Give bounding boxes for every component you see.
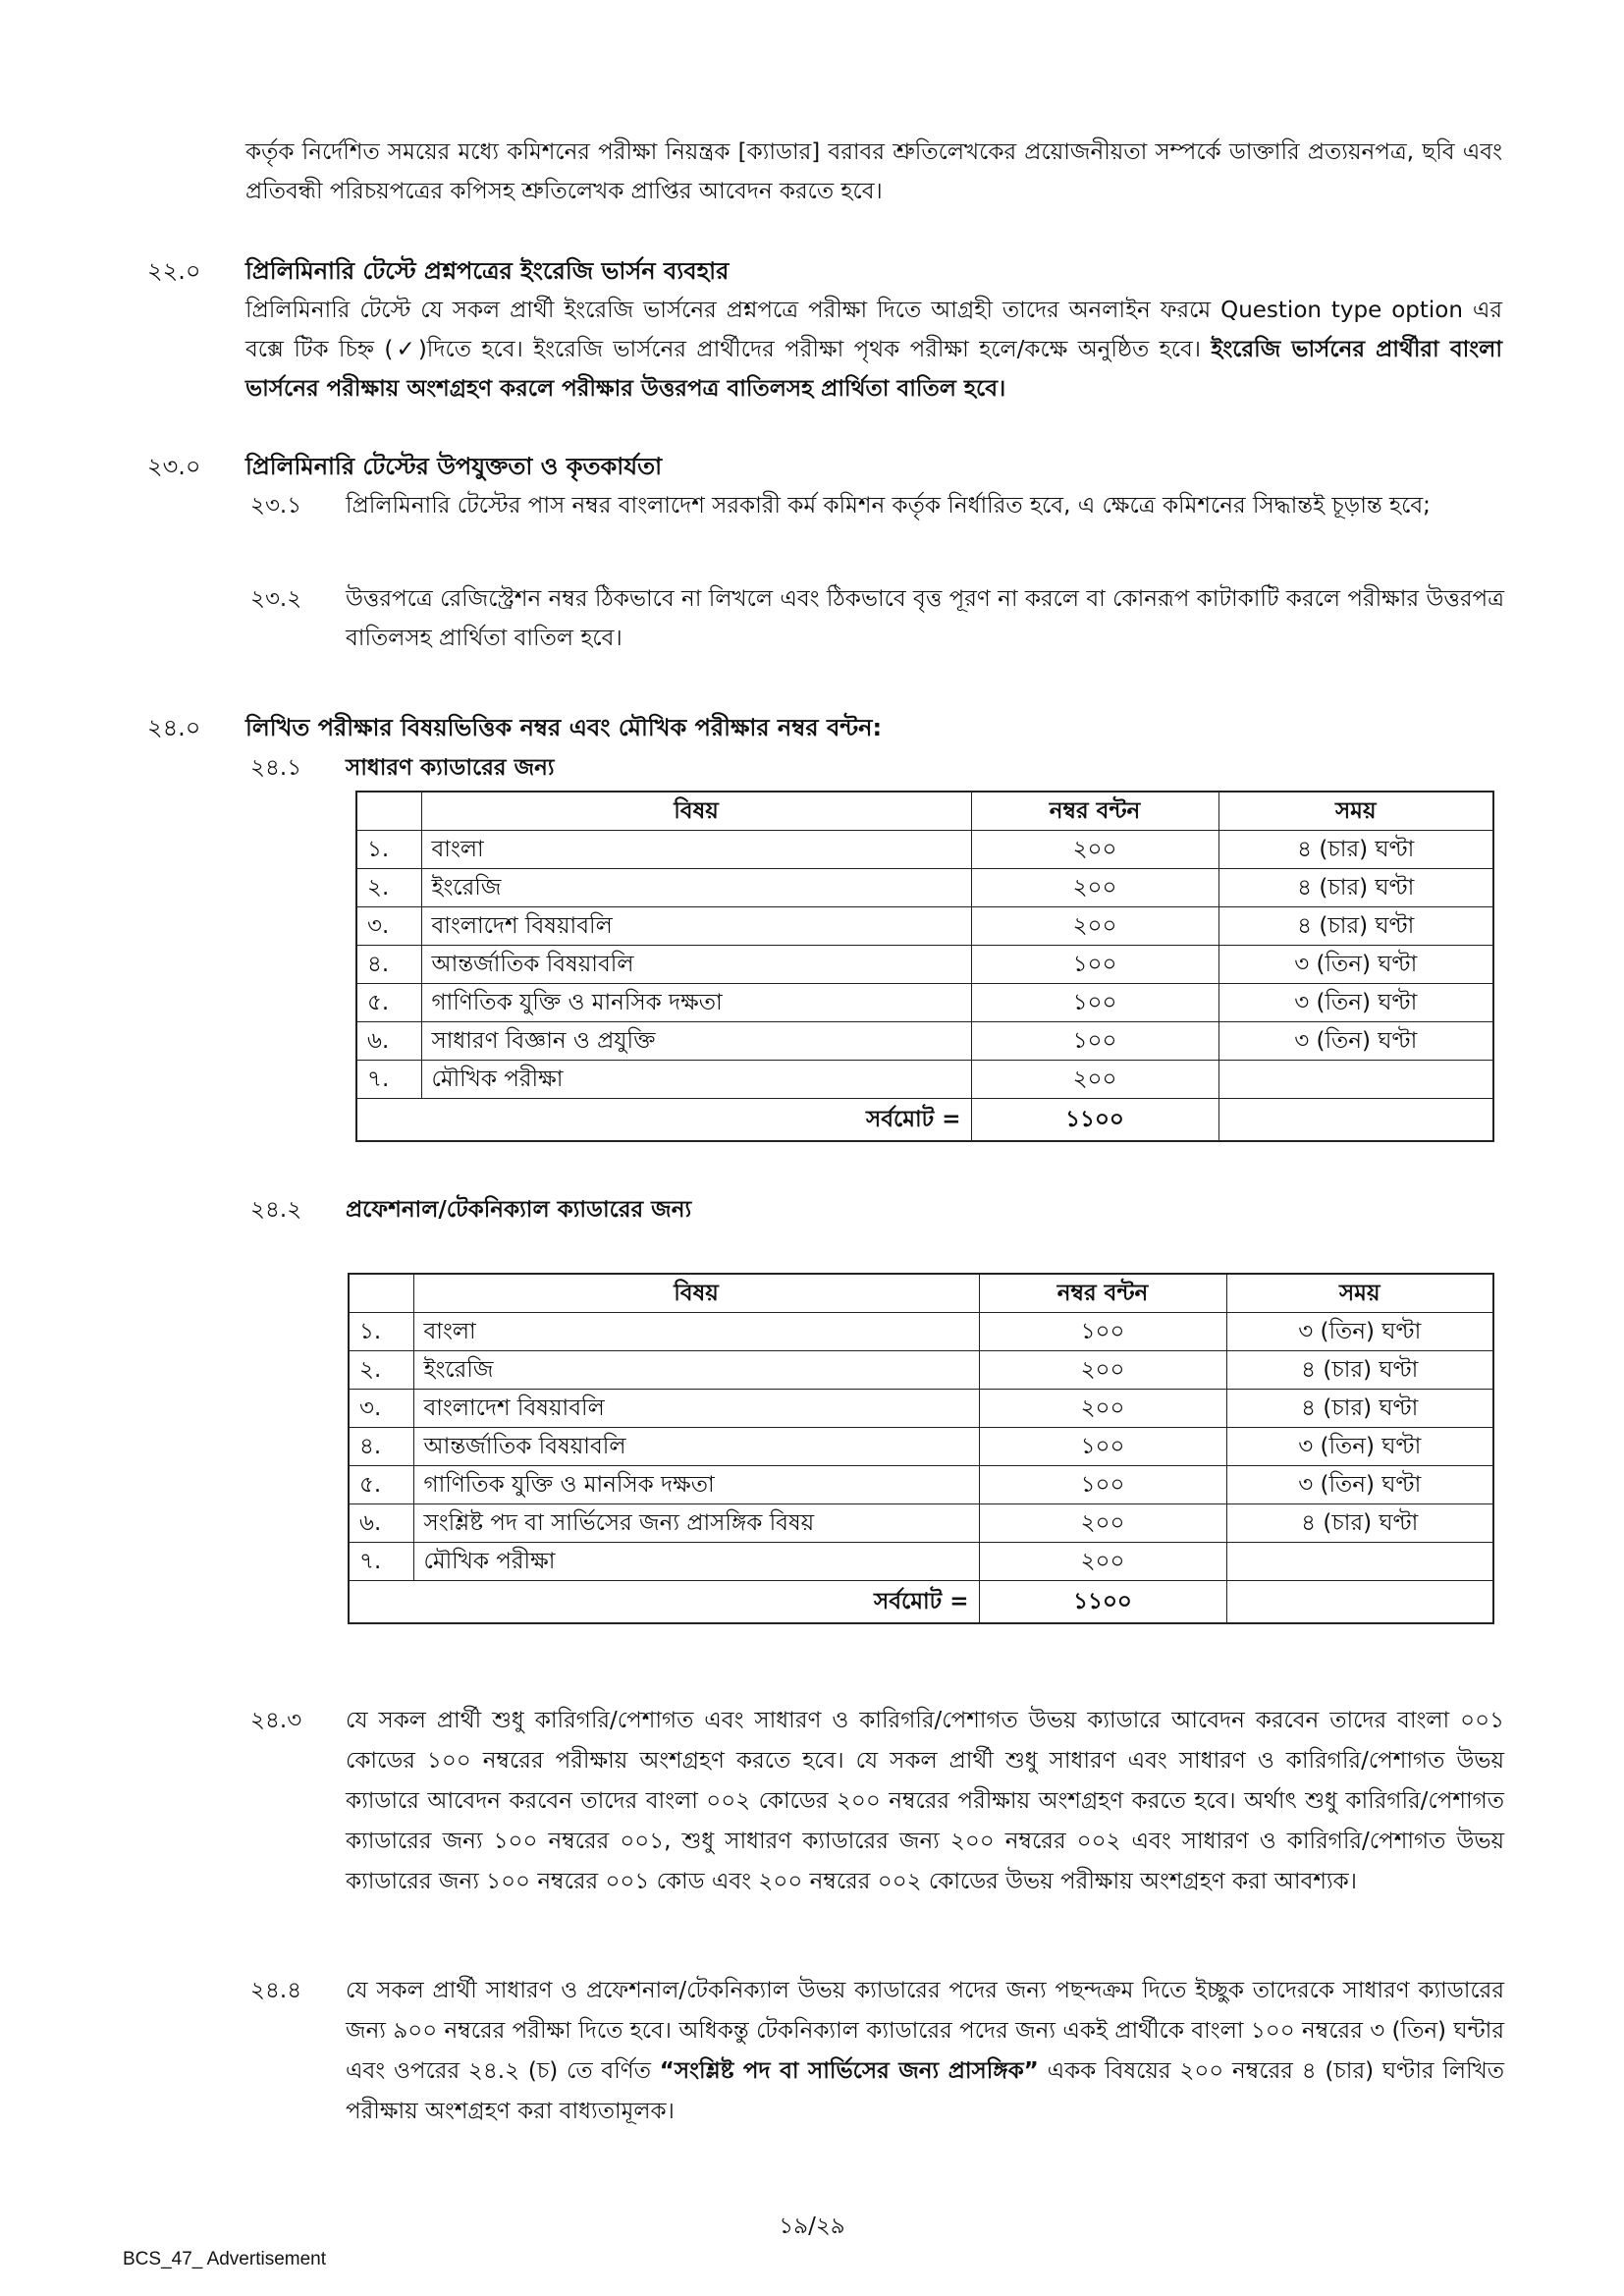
subject-cell: বাংলা xyxy=(413,1313,979,1351)
time-cell: ৩ (তিন) ঘণ্টা xyxy=(1218,984,1493,1022)
page-number: ১৯/২৯ xyxy=(779,2214,845,2239)
table-header-row xyxy=(356,792,1493,831)
time-cell: ৩ (তিন) ঘণ্টা xyxy=(1218,1022,1493,1061)
row-number: ৫. xyxy=(356,984,421,1022)
time-cell: ৪ (চার) ঘণ্টা xyxy=(1218,831,1493,869)
row-number: ৭. xyxy=(349,1543,413,1581)
time-cell: ৪ (চার) ঘণ্টা xyxy=(1218,869,1493,907)
subject-cell: আন্তর্জাতিক বিষয়াবলি xyxy=(413,1428,979,1466)
intro-paragraph: কর্তৃক নির্দেশিত সময়ের মধ্যে কমিশনের পরীক্ষা নিয়ন্ত্রক [ক্যাডার] বরাবর শ্রুতিলেখকের প্রয়োজনীয়তা সম্পর্কে ডাক্তারি প্রত্যয়নপত্র, ছবি এবং প্রতিবন্ধী পরিচয়পত্রের কপিসহ শ্রুতিলেখক প্রাপ্তির আবেদন করতে হবে। xyxy=(245,139,1502,204)
subject-cell: সংশ্লিষ্ট পদ বা সার্ভিসের জন্য প্রাসঙ্গিক বিষয় xyxy=(413,1504,979,1543)
subject-cell: ইংরেজি xyxy=(413,1351,979,1390)
table-row xyxy=(349,1543,1493,1581)
section-23-title: প্রিলিমিনারি টেস্টের উপযুক্ততা ও কৃতকার্যতা xyxy=(245,453,663,480)
subject-cell: ইংরেজি xyxy=(421,869,971,907)
marks-cell: ২০০ xyxy=(979,1351,1226,1390)
row-number: ৫. xyxy=(349,1466,413,1504)
row-number: ৬. xyxy=(349,1504,413,1543)
row-number: ৬. xyxy=(356,1022,421,1061)
table-row xyxy=(349,1313,1493,1351)
table-header-cell: বিষয় xyxy=(413,1274,979,1313)
subject-cell: গাণিতিক যুক্তি ও মানসিক দক্ষতা xyxy=(421,984,971,1022)
section-22-title: প্রিলিমিনারি টেস্টে প্রশ্নপত্রের ইংরেজি ভার্সন ব্যবহার xyxy=(245,257,730,285)
subject-cell: আন্তর্জাতিক বিষয়াবলি xyxy=(421,946,971,984)
subject-cell: মৌখিক পরীক্ষা xyxy=(413,1543,979,1581)
marks-cell: ১০০ xyxy=(971,984,1218,1022)
total-row xyxy=(356,1099,1493,1142)
section-23-1-text: প্রিলিমিনারি টেস্টের পাস নম্বর বাংলাদেশ সরকারী কর্ম কমিশন কর্তৃক নির্ধারিত হবে, এ ক্ষেত্রে কমিশনের সিদ্ধান্তই চূড়ান্ত হবে; xyxy=(346,493,1431,519)
marks-cell: ২০০ xyxy=(979,1390,1226,1428)
table-row xyxy=(356,1061,1493,1099)
subject-cell: বাংলা xyxy=(421,831,971,869)
time-cell xyxy=(1226,1543,1493,1581)
table-header-cell: নম্বর বন্টন xyxy=(979,1274,1226,1313)
professional-cadre-marks-table xyxy=(348,1273,1494,1624)
section-24-4-text: যে সকল প্রার্থী সাধারণ ও প্রফেশনাল/টেকনিক্যাল উভয় ক্যাডারের পদের জন্য পছন্দক্রম দিতে ইচ্ছুক তাদেরকে সাধারণ ক্যাডারের জন্য ৯০০ নম্বরের পরীক্ষা দিতে হবে। অধিকন্তু টেকনিক্যাল ক্যাডারের পদের জন্য একই প্রার্থীকে বাংলা ১০০ নম্বরের ৩ (তিন) ঘন্টার এবং ওপরের ২৪.২ (চ) তে বর্ণিত xyxy=(346,1978,1504,2084)
row-number: ১. xyxy=(356,831,421,869)
table-row xyxy=(349,1466,1493,1504)
row-number: ৭. xyxy=(356,1061,421,1099)
total-value: ১১০০ xyxy=(971,1099,1218,1142)
table-row xyxy=(349,1390,1493,1428)
table-header-row xyxy=(349,1274,1493,1313)
table-row xyxy=(349,1504,1493,1543)
subject-cell: বাংলাদেশ বিষয়াবলি xyxy=(413,1390,979,1428)
section-22-paragraph xyxy=(245,291,1502,409)
table-header-cell xyxy=(349,1274,413,1313)
section-23-2-text: উত্তরপত্রে রেজিস্ট্রেশন নম্বর ঠিকভাবে না লিখলে এবং ঠিকভাবে বৃত্ত পূরণ না করলে বা কোনরূপ কাটাকাটি করলে পরীক্ষার উত্তরপত্র বাতিলসহ প্রার্থিতা বাতিল হবে। xyxy=(346,586,1504,651)
marks-cell: ২০০ xyxy=(979,1504,1226,1543)
section-24-4-bold-text: “সংশ্লিষ্ট পদ বা সার্ভিসের জন্য প্রাসঙ্গিক” xyxy=(659,2058,1039,2084)
subject-cell: সাধারণ বিজ্ঞান ও প্রযুক্তি xyxy=(421,1022,971,1061)
section-24-3-number: ২৪.৩ xyxy=(250,1708,302,1733)
marks-cell: ১০০ xyxy=(971,946,1218,984)
table-header-cell: বিষয় xyxy=(421,792,971,831)
table-row xyxy=(356,946,1493,984)
subject-cell: বাংলাদেশ বিষয়াবলি xyxy=(421,907,971,946)
table-header-cell: সময় xyxy=(1226,1274,1493,1313)
marks-cell: ১০০ xyxy=(979,1313,1226,1351)
section-24-1-number: ২৪.১ xyxy=(250,755,302,781)
row-number: ৩. xyxy=(356,907,421,946)
document-label: BCS_47_ Advertisement xyxy=(123,2249,327,2269)
table-row xyxy=(349,1428,1493,1466)
total-value: ১১০০ xyxy=(979,1581,1226,1624)
empty-cell xyxy=(1226,1581,1493,1624)
table-row xyxy=(356,907,1493,946)
section-24-3-text: যে সকল প্রার্থী শুধু কারিগরি/পেশাগত এবং সাধারণ ও কারিগরি/পেশাগত উভয় ক্যাডারে আবেদন করবেন তাদের বাংলা ০০১ কোডের ১০০ নম্বরের পরীক্ষায় অংশগ্রহণ করতে হবে। যে সকল প্রার্থী শুধু সাধারণ এবং সাধারণ ও কারিগরি/পেশাগত উভয় ক্যাডারে আবেদন করবেন তাদের বাংলা ০০২ কোডের ২০০ নম্বরের পরীক্ষায় অংশগ্রহণ করতে হবে। অর্থাৎ শুধু কারিগরি/পেশাগত ক্যাডারের জন্য ১০০ নম্বরের ০০১, শুধু সাধারণ ক্যাডারের জন্য ২০০ নম্বরের ০০২ এবং সাধারণ ও কারিগরি/পেশাগত উভয় ক্যাডারের জন্য ১০০ নম্বরের ০০১ কোড এবং ২০০ নম্বরের ০০২ কোডের উভয় পরীক্ষায় অংশগ্রহণ করা আবশ্যক। xyxy=(346,1708,1504,1894)
section-24-2-number: ২৪.২ xyxy=(250,1197,302,1223)
row-number: ৩. xyxy=(349,1390,413,1428)
time-cell: ৪ (চার) ঘণ্টা xyxy=(1226,1351,1493,1390)
row-number: ৪. xyxy=(356,946,421,984)
section-22-text: প্রিলিমিনারি টেস্টে যে সকল প্রার্থী ইংরেজি ভার্সনের প্রশ্নপত্রে পরীক্ষা দিতে আগ্রহী তাদের অনলাইন ফরমে Question type option এর বক্সে টিক চিহ্ন (✓)দিতে হবে। ইংরেজি ভার্সনের প্রার্থীদের পরীক্ষা পৃথক পরীক্ষা হলে/কক্ষে অনুষ্ঠিত হবে। xyxy=(245,298,1502,362)
marks-cell: ২০০ xyxy=(979,1543,1226,1581)
time-cell: ৩ (তিন) ঘণ্টা xyxy=(1226,1313,1493,1351)
section-24-4-number: ২৪.৪ xyxy=(250,1978,302,2003)
total-label: সর্বমোট = xyxy=(349,1581,979,1624)
marks-cell: ২০০ xyxy=(971,831,1218,869)
table-row xyxy=(356,984,1493,1022)
time-cell: ৪ (চার) ঘণ্টা xyxy=(1218,907,1493,946)
row-number: ২. xyxy=(349,1351,413,1390)
section-24-1-title: সাধারণ ক্যাডারের জন্য xyxy=(346,755,555,781)
row-number: ১. xyxy=(349,1313,413,1351)
time-cell: ৪ (চার) ঘণ্টা xyxy=(1226,1504,1493,1543)
table-header-cell: সময় xyxy=(1218,792,1493,831)
total-label: সর্বমোট = xyxy=(356,1099,971,1142)
subject-cell: গাণিতিক যুক্তি ও মানসিক দক্ষতা xyxy=(413,1466,979,1504)
section-23-1-number: ২৩.১ xyxy=(250,493,302,519)
marks-cell: ১০০ xyxy=(971,1022,1218,1061)
row-number: ৪. xyxy=(349,1428,413,1466)
time-cell: ৪ (চার) ঘণ্টা xyxy=(1226,1390,1493,1428)
empty-cell xyxy=(1218,1099,1493,1142)
section-22-bold-text: ইংরেজি ভার্সনের প্রার্থীরা বাংলা ভার্সনের পরীক্ষায় অংশগ্রহণ করলে পরীক্ষার উত্তরপত্র বাতিলসহ প্রার্থিতা বাতিল হবে। xyxy=(245,337,1502,402)
table-row xyxy=(356,831,1493,869)
marks-cell: ২০০ xyxy=(971,869,1218,907)
section-23-2-number: ২৩.২ xyxy=(250,586,302,612)
section-24-number: ২৪.০ xyxy=(147,714,201,741)
row-number: ২. xyxy=(356,869,421,907)
table-row xyxy=(356,869,1493,907)
general-cadre-marks-table xyxy=(355,791,1494,1142)
section-24-4-paragraph xyxy=(346,1971,1504,2132)
table-header-cell xyxy=(356,792,421,831)
marks-cell: ১০০ xyxy=(979,1428,1226,1466)
marks-cell: ২০০ xyxy=(971,1061,1218,1099)
total-row xyxy=(349,1581,1493,1624)
time-cell: ৩ (তিন) ঘণ্টা xyxy=(1226,1466,1493,1504)
time-cell: ৩ (তিন) ঘণ্টা xyxy=(1218,946,1493,984)
section-24-4-text-end: একক বিষয়ের ২০০ নম্বরের ৪ (চার) ঘণ্টার লিখিত পরীক্ষায় অংশগ্রহণ করা বাধ্যতামূলক। xyxy=(346,2058,1504,2124)
table-row xyxy=(356,1022,1493,1061)
table-row xyxy=(349,1351,1493,1390)
subject-cell: মৌখিক পরীক্ষা xyxy=(421,1061,971,1099)
table-header-cell: নম্বর বন্টন xyxy=(971,792,1218,831)
section-24-2-title: প্রফেশনাল/টেকনিক্যাল ক্যাডারের জন্য xyxy=(346,1197,692,1223)
time-cell: ৩ (তিন) ঘণ্টা xyxy=(1226,1428,1493,1466)
marks-cell: ২০০ xyxy=(971,907,1218,946)
marks-cell: ১০০ xyxy=(979,1466,1226,1504)
time-cell xyxy=(1218,1061,1493,1099)
section-24-title: লিখিত পরীক্ষার বিষয়ভিত্তিক নম্বর এবং মৌখিক পরীক্ষার নম্বর বন্টন: xyxy=(245,714,883,741)
section-22-number: ২২.০ xyxy=(147,257,201,285)
section-23-number: ২৩.০ xyxy=(147,453,201,480)
